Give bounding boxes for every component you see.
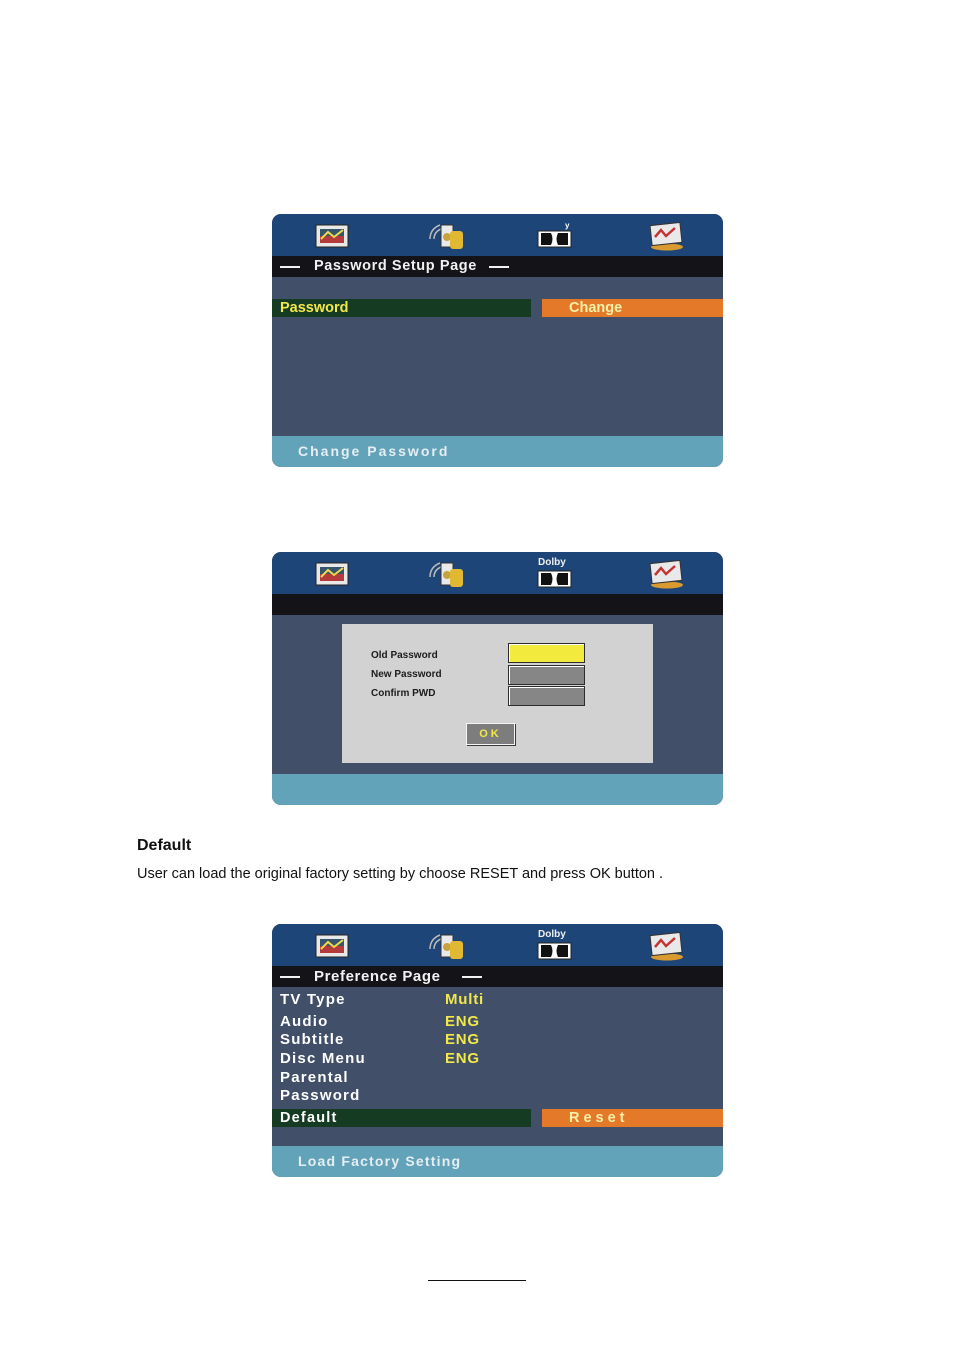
preferences-icon[interactable] <box>645 559 685 589</box>
menu-topbar <box>272 552 723 594</box>
menu-item-parental[interactable]: Parental <box>280 1069 349 1086</box>
password-dialog <box>342 624 653 763</box>
title-dash-left <box>280 266 300 268</box>
preference-screen <box>272 924 723 1177</box>
new-password-field[interactable] <box>508 665 585 685</box>
speaker-icon[interactable] <box>426 221 466 251</box>
status-bar <box>272 436 723 467</box>
footer-rule <box>428 1280 526 1281</box>
reset-option[interactable] <box>542 1109 723 1127</box>
menu-value-disc-menu: ENG <box>445 1050 480 1067</box>
menu-value-audio: ENG <box>445 1013 480 1030</box>
default-menu-item[interactable] <box>272 1109 531 1127</box>
tv-screen-icon[interactable] <box>314 221 354 251</box>
speaker-icon[interactable] <box>426 559 466 589</box>
page-title-bar <box>272 256 723 277</box>
ok-button[interactable]: OK <box>466 723 515 745</box>
page-title-bar <box>272 966 723 987</box>
reset-option-label: Reset <box>569 1110 629 1126</box>
tv-screen-icon[interactable] <box>314 559 354 589</box>
menu-value-tv-type: Multi <box>445 991 484 1008</box>
page-title: Preference Page <box>314 968 441 985</box>
page-title-bar <box>272 594 723 615</box>
change-option[interactable] <box>542 299 723 317</box>
menu-value-subtitle: ENG <box>445 1031 480 1048</box>
confirm-pwd-label: Confirm PWD <box>371 688 436 699</box>
speaker-icon[interactable] <box>426 931 466 961</box>
preferences-icon[interactable] <box>645 221 685 251</box>
dolby-label: Dolby <box>538 557 566 568</box>
title-dash-right <box>462 976 482 978</box>
password-setup-screen <box>272 214 723 467</box>
new-password-label: New Password <box>371 669 442 680</box>
menu-item-password[interactable]: Password <box>280 1087 361 1104</box>
section-heading: Default <box>137 837 192 854</box>
dolby-icon[interactable] <box>537 228 573 250</box>
password-menu-item[interactable] <box>272 299 531 317</box>
status-bar <box>272 774 723 805</box>
menu-topbar <box>272 214 723 256</box>
old-password-label: Old Password <box>371 650 438 661</box>
status-text: Load Factory Setting <box>298 1153 462 1169</box>
tv-screen-icon[interactable] <box>314 931 354 961</box>
status-bar <box>272 1146 723 1177</box>
menu-topbar <box>272 924 723 966</box>
confirm-pwd-field[interactable] <box>508 686 585 706</box>
menu-item-subtitle[interactable]: Subtitle <box>280 1031 345 1048</box>
title-dash-right <box>489 266 509 268</box>
dolby-icon[interactable] <box>537 940 573 962</box>
old-password-field[interactable] <box>508 643 585 663</box>
preferences-icon[interactable] <box>645 931 685 961</box>
menu-item-tv-type[interactable]: TV Type <box>280 991 346 1008</box>
dolby-label: Dolby <box>538 929 566 940</box>
section-text: User can load the original factory setting by choose RESET and press OK button . <box>137 866 664 882</box>
default-item-label: Default <box>280 1110 338 1126</box>
menu-item-disc-menu[interactable]: Disc Menu <box>280 1050 366 1067</box>
dolby-icon[interactable] <box>537 568 573 590</box>
title-dash-left <box>280 976 300 978</box>
menu-item-audio[interactable]: Audio <box>280 1013 329 1030</box>
change-option-label: Change <box>569 300 623 316</box>
status-text: Change Password <box>298 443 450 459</box>
password-item-label: Password <box>280 300 349 316</box>
change-password-screen <box>272 552 723 805</box>
page-title: Password Setup Page <box>314 258 477 274</box>
dolby-small-label: y <box>565 221 570 230</box>
